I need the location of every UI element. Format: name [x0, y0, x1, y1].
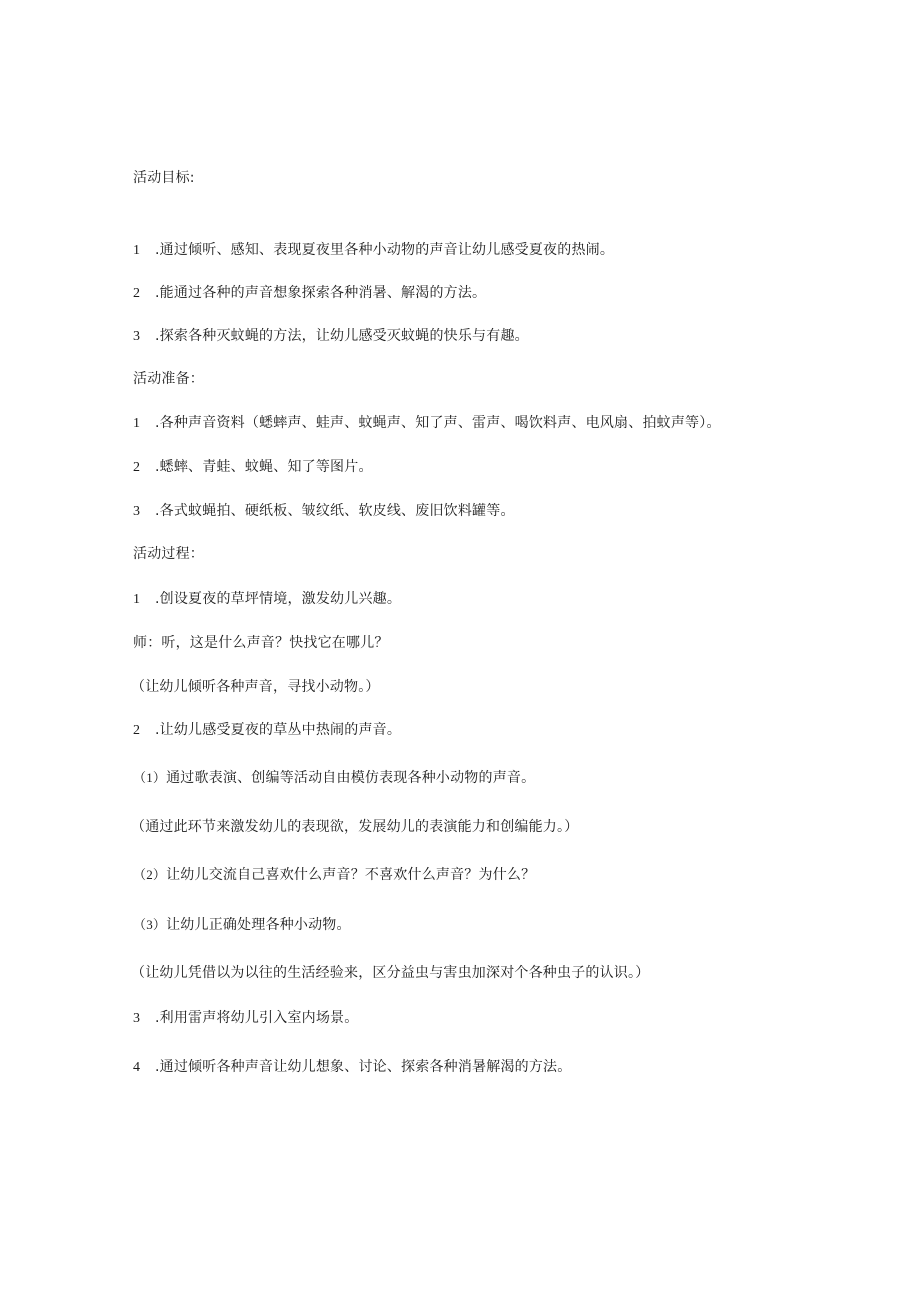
- prep-number: 2: [133, 460, 141, 475]
- step-number: 2: [133, 723, 141, 738]
- teacher-line: 师：听，这是什么声音？快找它在哪儿？: [133, 635, 389, 651]
- prep-text: .各式蚊蝇拍、硬纸板、皱纹纸、软皮线、废旧饮料罐等。: [155, 503, 515, 519]
- prep-number: 3: [133, 504, 141, 519]
- process-heading: 活动过程：: [133, 546, 204, 562]
- note-3: （让幼儿凭借以为以往的生活经验来，区分益虫与害虫加深对个各种虫子的认识。）: [131, 965, 650, 981]
- prep-item-2: [133, 457, 373, 478]
- prep-heading: 活动准备：: [133, 371, 204, 387]
- sub-step-text: 让幼儿交流自己喜欢什么声音？不喜欢什么声音？为什么？: [166, 867, 536, 883]
- goal-number: 2: [133, 286, 141, 301]
- step-number: 3: [133, 1011, 141, 1026]
- goal-item-3: [133, 326, 529, 347]
- prep-text: .各种声音资料（蟋蟀声、蛙声、蚊蝇声、知了声、雷声、喝饮料声、电风扇、拍蚊声等）。: [155, 415, 721, 431]
- sub-step-mark: （1）: [133, 770, 167, 785]
- sub-step-mark: （2）: [133, 867, 167, 882]
- goal-text: .能通过各种的声音想象探索各种消暑、解渴的方法。: [155, 285, 487, 301]
- process-step-4: [133, 1057, 571, 1078]
- process-step-2: [133, 720, 401, 741]
- prep-number: 1: [133, 416, 141, 431]
- step-text: .创设夏夜的草坪情境，激发幼儿兴趣。: [155, 591, 402, 607]
- prep-item-1: [133, 413, 721, 434]
- step-text: .通过倾听各种声音让幼儿想象、讨论、探索各种消暑解渴的方法。: [155, 1059, 572, 1075]
- sub-step-2: [133, 865, 535, 885]
- goal-number: 1: [133, 243, 141, 258]
- prep-text: .蟋蟀、青蛙、蚊蝇、知了等图片。: [155, 459, 373, 475]
- step-number: 4: [133, 1060, 141, 1075]
- sub-step-text: 让幼儿正确处理各种小动物。: [166, 917, 351, 933]
- step-number: 1: [133, 592, 141, 607]
- note-1: （让幼儿倾听各种声音，寻找小动物。）: [131, 679, 380, 695]
- sub-step-text: 通过歌表演、创编等活动自由模仿表现各种小动物的声音。: [166, 770, 536, 786]
- goal-text: .通过倾听、感知、表现夏夜里各种小动物的声音让幼儿感受夏夜的热闹。: [155, 242, 615, 258]
- step-text: .利用雷声将幼儿引入室内场景。: [155, 1010, 359, 1026]
- goal-item-1: [133, 240, 614, 261]
- note-2: （通过此环节来激发幼儿的表现欲，发展幼儿的表演能力和创编能力。）: [131, 819, 579, 835]
- process-step-1: [133, 589, 401, 610]
- goal-item-2: [133, 283, 486, 304]
- goal-text: .探索各种灭蚊蝇的方法，让幼儿感受灭蚊蝇的快乐与有趣。: [155, 328, 529, 344]
- sub-step-3: [133, 915, 351, 935]
- process-step-3: [133, 1008, 358, 1029]
- prep-item-3: [133, 501, 515, 522]
- step-text: .让幼儿感受夏夜的草丛中热闹的声音。: [155, 722, 402, 738]
- goal-number: 3: [133, 329, 141, 344]
- sub-step-mark: （3）: [133, 917, 167, 932]
- sub-step-1: [133, 768, 535, 788]
- goals-heading: 活动目标:: [133, 170, 195, 186]
